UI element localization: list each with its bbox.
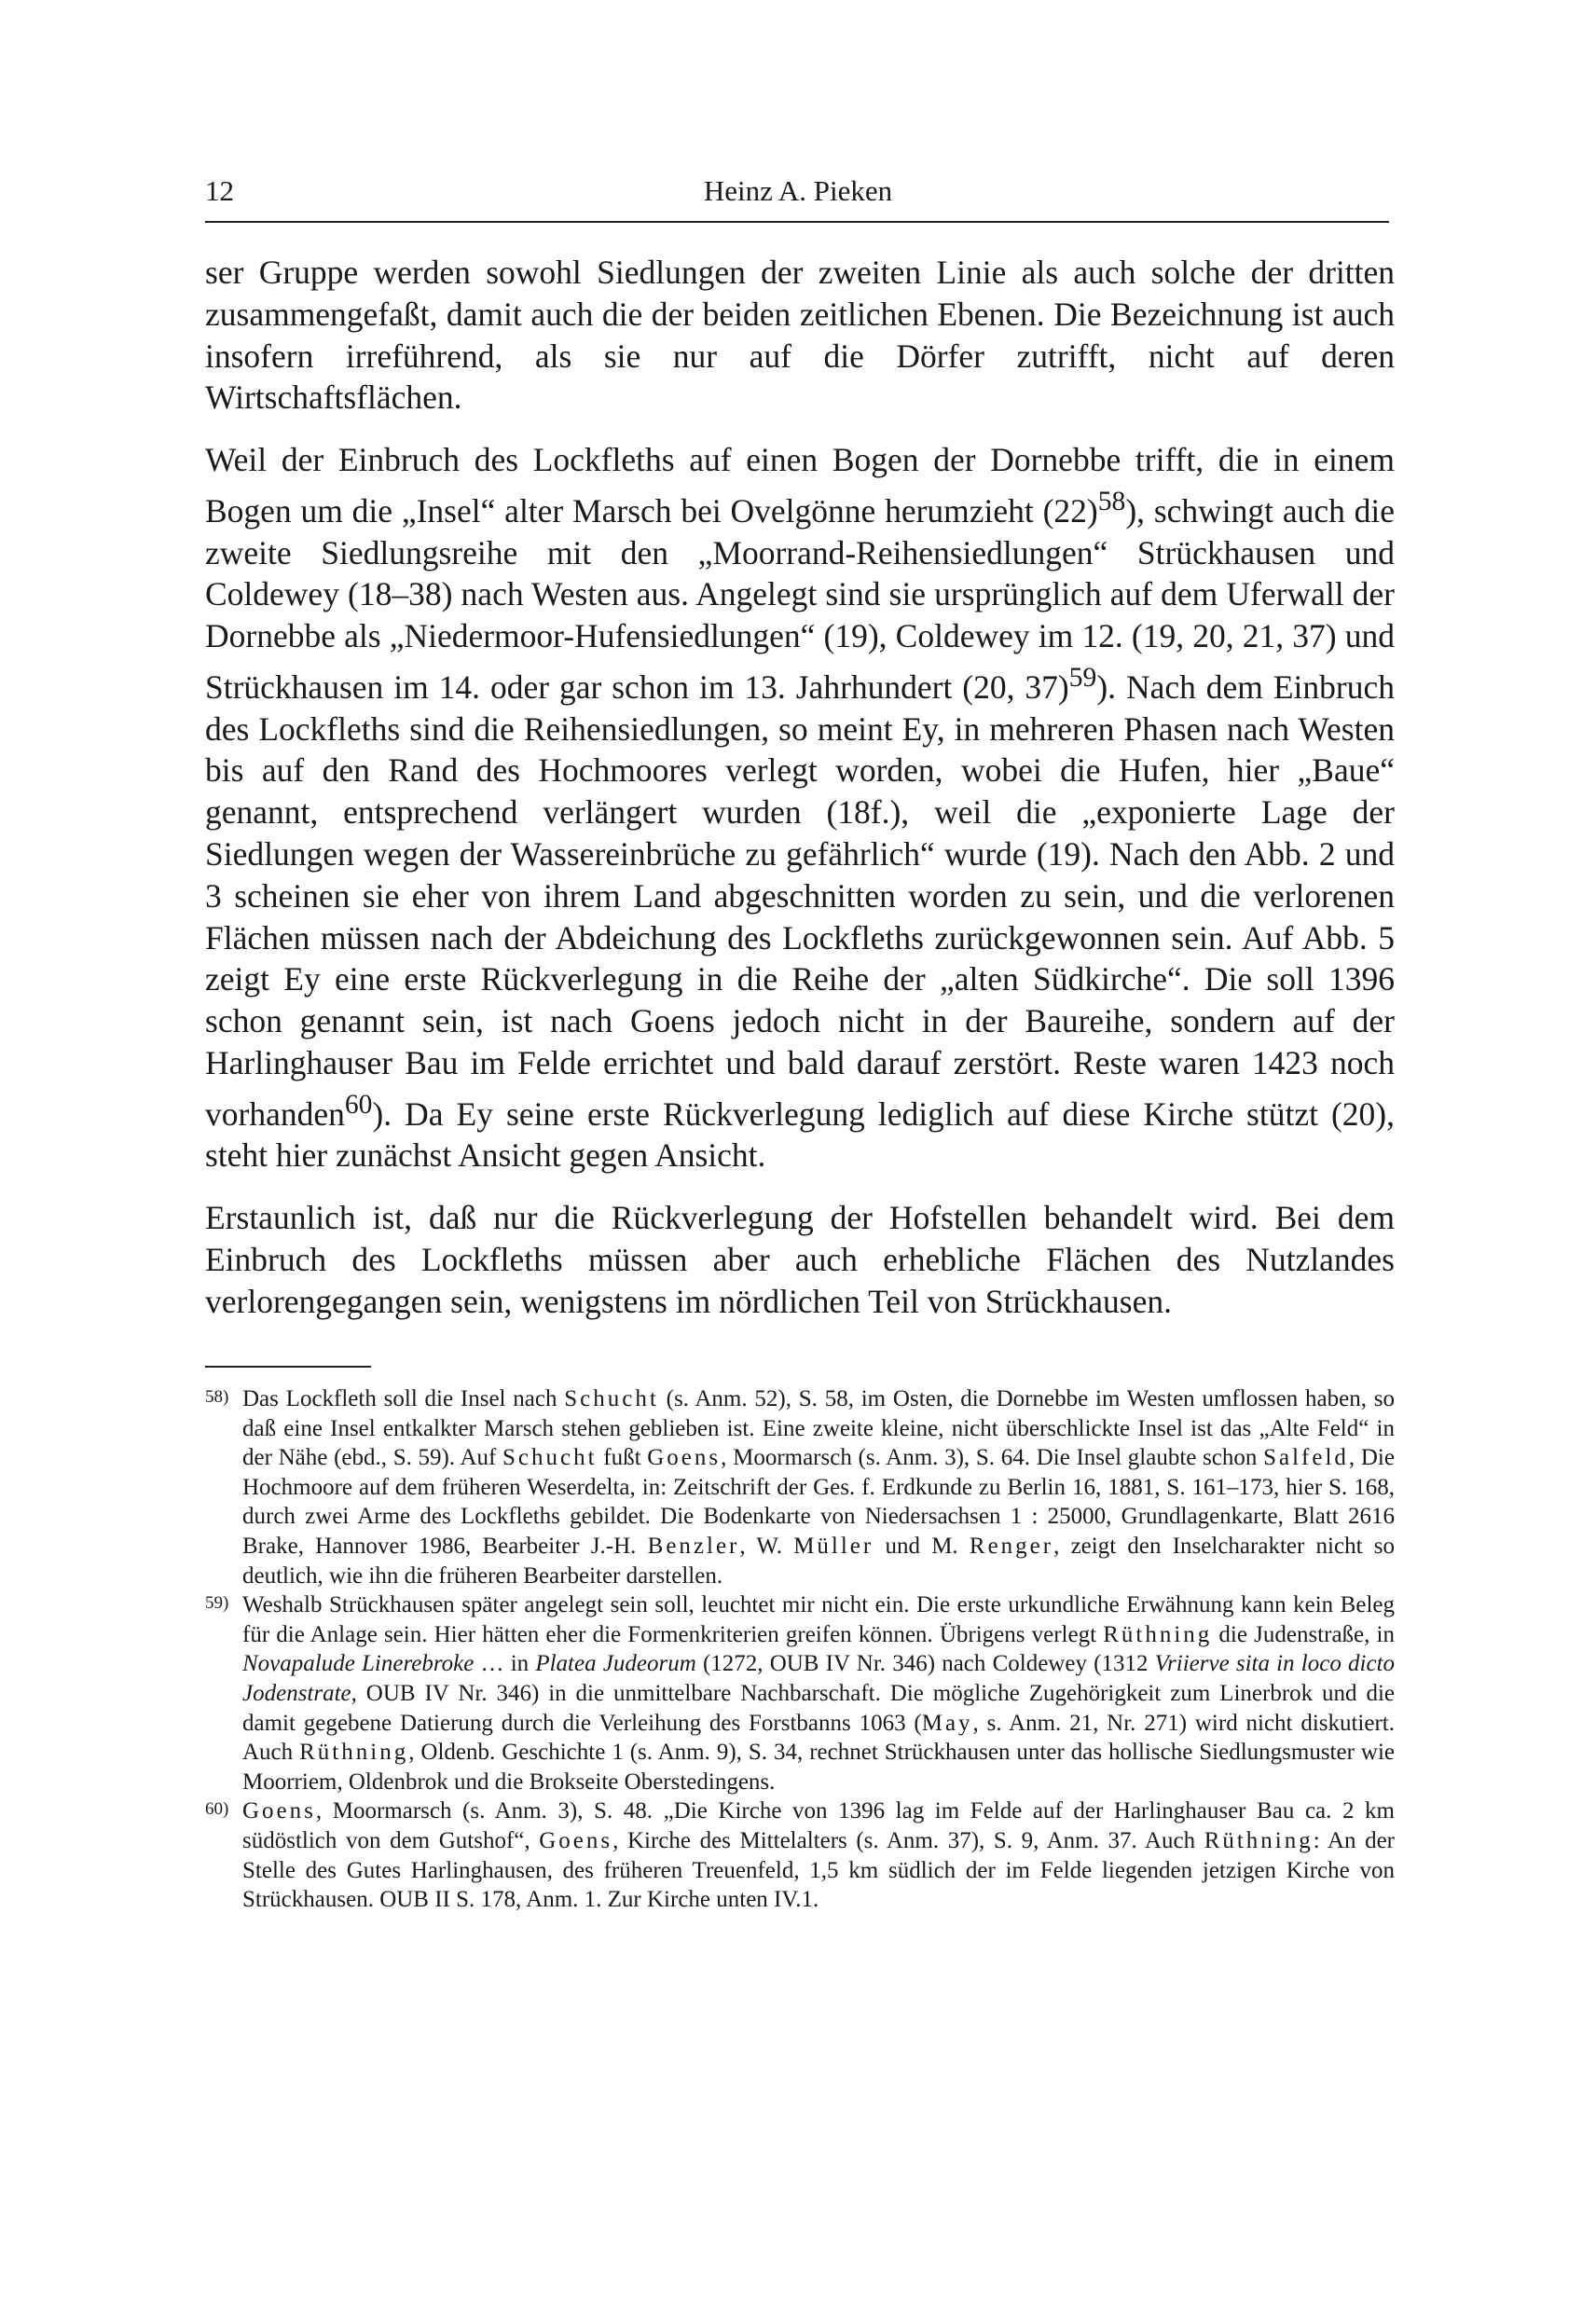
footnote-marker: 59) [205,1593,229,1614]
footnote-58: 58) Das Lockfleth soll die Insel nach Schucht (s. Anm. 52), S. 58, im Osten, die Dornebbe im Westen umflossen haben, so daß eine Insel entkalkter Marsch stehen geblieben ist. Eine zweite kleine, nicht überschlickte Insel ist das „Alte Feld“ in der Nähe (ebd., S. 59). Auf Schucht fußt Goens, Moormarsch (s. Anm. 3), S. 64. Die Insel glaubte schon Salfeld, Die Hochmoore auf dem früheren Weserdelta, in: Zeitschrift der Ges. f. Erdkunde zu Berlin 16, 1881, S. 161–173, hier S. 168, durch zwei Arme des Lockfleths gebildet. Die Bodenkarte von Niedersachsen 1 : 25000, Grundlagenkarte, Blatt 2616 Brake, Hannover 1986, Bearbeiter J.-H. Benzler, W. Müller und M. Renger, zeigt den Inselcharakter nicht so deutlich, wie ihn die früheren Bearbeiter darstellen. [205,1384,1395,1590]
paragraph-3: Erstaunlich ist, daß nur die Rückverlegung der Hofstellen behandelt wird. Bei dem Einbruch des Lockfleths müssen aber auch erhebliche Flächen des Nutzlandes verlorengegangen sein, wenigstens im nördlichen Teil von Strückhausen. [205,1199,1395,1320]
footnotes [205,1384,1395,1915]
footnote-ref-60[interactable]: 60 [344,1089,373,1120]
footnote-rule [205,1366,371,1368]
paragraph-1: ser Gruppe werden sowohl Siedlungen der zweiten Linie als auch solche der dritten zusammengefaßt, damit auch die der beiden zeitlichen Ebenen. Die Bezeichnung ist auch insofern irreführend, als sie nur auf die Dörfer zutrifft, nicht auf deren Wirtschaftsflächen. [205,254,1395,417]
paragraph-2: Weil der Einbruch des Lockfleths auf einen Bogen der Dornebbe trifft, die in einem Bogen um die „Insel“ alter Marsch bei Ovelgönne herumzieht $(22)^{58}$), schwingt auch die zweite Siedlungsreihe mit den „Moorrand-Reihensiedlungen“ Strückhausen und Coldewey (18–38) nach Westen aus. Angelegt sind sie ursprünglich auf dem Uferwall der Dornebbe als „Niedermoor-Hufensiedlungen“ (19), Coldewey im 12. (19, 20, 21, 37) und Strückhausen im 14. oder gar schon im 13. Jahrhundert (20, 37)$^{59}$). Nach dem Einbruch des Lockfleths sind die Reihensiedlungen, so meint Ey, in mehreren Phasen nach Westen bis auf den Rand des Hochmoores verlegt worden, wobei die Hufen, hier „Baue“ genannt, entsprechend verlängert wurden (18f.), weil die „exponierte Lage der Siedlungen wegen der Wassereinbrüche zu gefährlich“ wurde (19). Nach den Abb. 2 und 3 scheinen sie eher von ihrem Land abgeschnitten worden zu sein, und die verlorenen Flächen müssen nach der Abdeichung des Lockfleths zurückgewonnen sein. Auf Abb. 5 zeigt Ey eine erste Rückverlegung in die Reihe der „alten Südkirche“. Die soll 1396 schon genannt sein, ist nach Goens jedoch nicht in der Baureihe, sondern auf der Harlinghauser Bau im Felde errichtet und bald darauf zerstört. Reste waren 1423 noch vorhanden$^{60}$). Da Ey seine erste Rückverlegung lediglich auf diese Kirche stützt (20), steht hier zunächst Ansicht gegen Ansicht. [205,441,1396,1175]
page-number: 12 [205,174,234,207]
header-rule [205,221,1389,223]
footnote-ref-59[interactable]: 59 [1068,663,1097,693]
footnote-marker: 60) [205,1799,229,1820]
page-header [205,168,1391,214]
footnote-59: 59) Weshalb Strückhausen später angelegt sein soll, leuchtet mir nicht ein. Die erste urkundliche Erwähnung kann kein Beleg für die Anlage sein. Hier hätten eher die Formenkriterien greifen können. Übrigens verlegt Rüthning die Judenstraße, in Novapalude Linerebroke … in Platea Judeorum (1272, OUB IV Nr. 346) nach Coldewey (1312 Vriierve sita in loco dicto Jodenstrate, OUB IV Nr. 346) in die unmittelbare Nachbarschaft. Die mögliche Zugehörigkeit zum Linerbrok und die damit gegebene Datierung durch die Verleihung des Forstbanns 1063 (May, s. Anm. 21, Nr. 271) wird nicht diskutiert. Auch Rüthning, Oldenb. Geschichte 1 (s. Anm. 9), S. 34, rechnet Strückhausen unter das hollische Siedlungsmuster wie Moorriem, Oldenbrok und die Brokseite Oberstedingens. [205,1590,1395,1796]
footnote-ref-58[interactable]: 58 [1097,486,1126,516]
main-text [205,252,1395,1323]
footnote-60: 60) Goens, Moormarsch (s. Anm. 3), S. 48. „Die Kirche von 1396 lag im Felde auf der Harlinghauser Bau ca. 2 km südöstlich von dem Gutshof“, Goens, Kirche des Mittelalters (s. Anm. 37), S. 9, Anm. 37. Auch Rüthning: An der Stelle des Gutes Harlinghausen, des früheren Treuenfeld, 1,5 km südlich der im Felde liegenden jetzigen Kirche von Strückhausen. OUB II S. 178, Anm. 1. Zur Kirche unten IV.1. [205,1796,1395,1914]
running-head: Heinz A. Pieken [703,174,893,207]
footnote-marker: 58) [205,1387,229,1407]
